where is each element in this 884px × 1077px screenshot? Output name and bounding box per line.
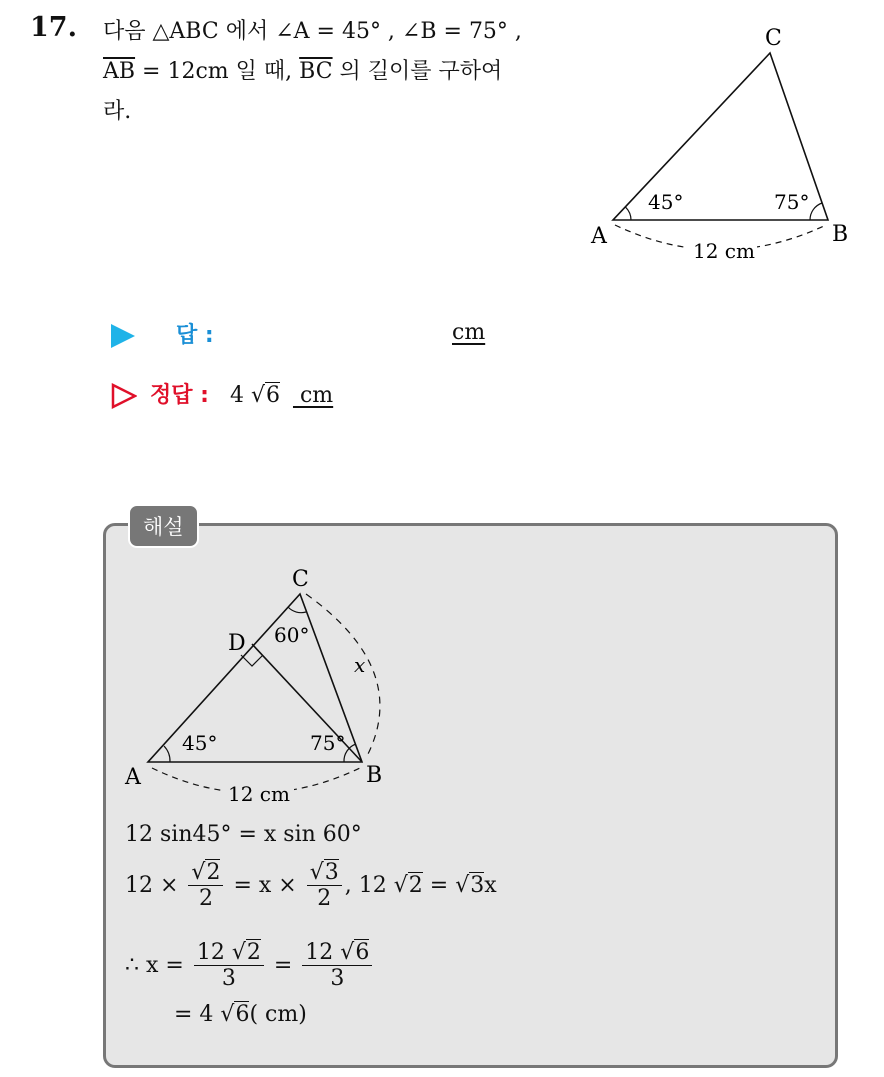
question-number: 17.	[30, 12, 77, 43]
eq-text: 12 ×	[125, 872, 179, 898]
fraction-den: 3	[330, 966, 345, 992]
coef: 12	[305, 940, 341, 965]
label-d: D	[228, 631, 246, 656]
label-a: A	[125, 765, 141, 790]
radicand: 2	[246, 940, 261, 965]
correct-answer-unit	[293, 383, 333, 408]
angle-a-label: 45°	[648, 190, 684, 214]
radicand: 6	[235, 1002, 250, 1027]
label-c: C	[765, 26, 782, 51]
solution-tag: 해설	[128, 504, 199, 548]
segment-bc: $\overline{BC}$	[299, 59, 333, 84]
coef: 12	[196, 940, 232, 965]
label-a: A	[591, 224, 607, 249]
fraction-num: √3	[307, 860, 342, 886]
radicand: 2	[206, 860, 221, 885]
radicand: 3	[470, 872, 485, 898]
eq-text: =	[422, 872, 456, 898]
label-b: B	[366, 763, 383, 788]
question-line-3: 라.	[103, 99, 132, 124]
solution-line-1: 12 sin45° = x sin 60°	[125, 822, 362, 847]
play-arrow-icon	[111, 324, 135, 348]
label-b: B	[832, 222, 849, 247]
base-label: 12 cm	[693, 239, 755, 263]
solution-line-4: = 4 √6( cm)	[174, 1002, 307, 1027]
fraction-den: 3	[221, 966, 236, 992]
fraction-num: √2	[188, 860, 223, 886]
base-label: 12 cm	[228, 782, 290, 806]
altitude-bd	[252, 644, 362, 762]
correct-unit-text: cm	[299, 383, 334, 408]
angle-b-label: 75°	[774, 190, 810, 214]
eq-text: x	[484, 872, 497, 898]
angle-a-label: 45°	[182, 731, 218, 755]
angle-c-arc	[288, 607, 306, 613]
fraction-num: 12 √2	[194, 940, 264, 966]
answer-row	[111, 318, 214, 349]
radicand: 2	[408, 872, 423, 898]
solution-line-2: 12 × $\frac{√2}{2}$ = x × $\frac{√3}{2}$ , 12 √2 = √3x	[125, 860, 497, 912]
eq-text: = 4	[174, 1002, 221, 1027]
side-x-label: x	[354, 653, 366, 677]
fraction	[194, 940, 264, 992]
correct-answer-row	[111, 378, 333, 409]
radicand: 3	[324, 860, 339, 885]
label-c: C	[292, 567, 309, 592]
question-text: 의 길이를 구하여	[332, 59, 503, 84]
correct-answer-value: 4 √6	[229, 383, 280, 408]
question-line-2	[103, 54, 502, 85]
question-line-1: 다음 △ABC 에서 ∠A = 45° , ∠B = 75° ,	[103, 19, 522, 44]
angle-a-arc	[164, 746, 170, 762]
fraction-num: 12 √6	[302, 940, 372, 966]
answer-unit	[452, 320, 485, 345]
segment-ab: $\overline{AB}$	[103, 59, 136, 84]
angle-b-arc	[810, 203, 822, 220]
eq-text: ∴ x =	[125, 952, 184, 978]
hollow-arrow-icon	[111, 383, 137, 409]
angle-b-label: 75°	[310, 731, 346, 755]
radicand: 6	[355, 940, 370, 965]
fraction	[302, 940, 372, 992]
fraction	[188, 860, 223, 912]
fraction	[307, 860, 342, 912]
fraction-den: 2	[198, 886, 213, 912]
question-text: = 12cm 일 때,	[135, 59, 300, 84]
solution-line-3	[125, 940, 375, 992]
solution-figure	[120, 560, 400, 810]
correct-answer-label: 정답 :	[150, 383, 209, 408]
angle-a-arc	[626, 207, 631, 220]
correct-radicand: 6	[265, 383, 280, 408]
eq-text: = x ×	[233, 872, 297, 898]
eq-text: =	[273, 952, 300, 978]
fraction-den: 2	[317, 886, 332, 912]
answer-unit-text: cm	[452, 320, 486, 345]
answer-label: 답 :	[176, 323, 214, 348]
eq-text: , 12	[344, 872, 394, 898]
angle-c-label: 60°	[274, 623, 310, 647]
eq-text: ( cm)	[249, 1002, 307, 1027]
correct-coef: 4	[229, 383, 244, 408]
triangle-figure	[585, 15, 855, 265]
